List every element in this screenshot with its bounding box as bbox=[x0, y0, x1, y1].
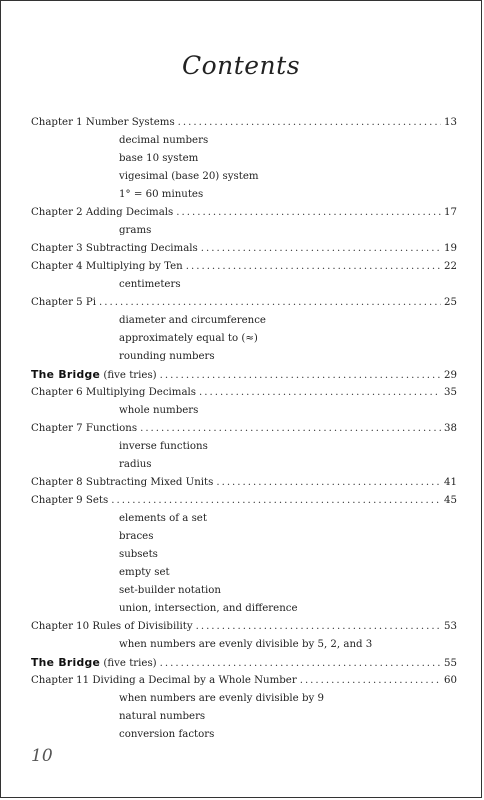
toc-page-number: 19 bbox=[444, 243, 457, 254]
dot-leader bbox=[140, 420, 441, 438]
toc-chapter-entry bbox=[31, 618, 457, 636]
bridge-title: The Bridge bbox=[31, 368, 101, 381]
toc-entry-label bbox=[31, 654, 157, 673]
dot-leader bbox=[201, 240, 441, 258]
toc-entry-label: Chapter 8 Subtracting Mixed Units bbox=[31, 477, 214, 488]
page-title: Contents bbox=[181, 51, 301, 80]
dot-leader bbox=[196, 618, 441, 636]
dot-leader bbox=[216, 474, 441, 492]
toc-bridge-entry bbox=[31, 366, 457, 384]
toc-page-number: 35 bbox=[444, 387, 457, 398]
toc-chapter-entry bbox=[31, 420, 457, 438]
toc-subtopic: set-builder notation bbox=[119, 585, 221, 596]
toc-page-number: 29 bbox=[444, 370, 457, 381]
toc-entry-label: Chapter 2 Adding Decimals bbox=[31, 207, 174, 218]
toc-subtopic: union, intersection, and difference bbox=[119, 603, 298, 614]
dot-leader bbox=[111, 492, 441, 510]
toc-page-number: 38 bbox=[444, 423, 457, 434]
toc-subtopic: when numbers are evenly divisible by 9 bbox=[119, 693, 324, 704]
toc-subtopic: rounding numbers bbox=[119, 351, 215, 362]
toc-chapter-entry bbox=[31, 114, 457, 132]
bridge-subtitle: (five tries) bbox=[100, 370, 157, 381]
toc-chapter-entry bbox=[31, 258, 457, 276]
toc-entry-label bbox=[31, 366, 157, 385]
dot-leader bbox=[199, 384, 441, 402]
toc-chapter-entry bbox=[31, 204, 457, 222]
toc-subtopic: braces bbox=[119, 531, 154, 542]
toc-chapter-entry bbox=[31, 384, 457, 402]
toc-entry-label: Chapter 3 Subtracting Decimals bbox=[31, 243, 198, 254]
toc-entry-label: Chapter 10 Rules of Divisibility bbox=[31, 621, 193, 632]
toc-chapter-entry bbox=[31, 474, 457, 492]
toc-subtopic: grams bbox=[119, 225, 152, 236]
toc-page-number: 60 bbox=[444, 675, 457, 686]
dot-leader bbox=[160, 655, 441, 673]
toc-subtopic: vigesimal (base 20) system bbox=[119, 171, 259, 182]
toc-subtopic: when numbers are evenly divisible by 5, 2, and 3 bbox=[119, 639, 373, 650]
page-number: 10 bbox=[31, 746, 53, 766]
toc-subtopic: base 10 system bbox=[119, 153, 199, 164]
toc-page-number: 17 bbox=[444, 207, 457, 218]
toc-entry-label: Chapter 6 Multiplying Decimals bbox=[31, 387, 196, 398]
toc-subtopic: radius bbox=[119, 459, 152, 470]
dot-leader bbox=[99, 294, 441, 312]
toc-bridge-entry bbox=[31, 654, 457, 672]
bridge-title: The Bridge bbox=[31, 656, 101, 669]
toc-chapter-entry bbox=[31, 294, 457, 312]
toc-entry-label: Chapter 11 Dividing a Decimal by a Whole Number bbox=[31, 675, 297, 686]
toc-page-number: 53 bbox=[444, 621, 457, 632]
dot-leader bbox=[300, 672, 441, 690]
toc-subtopic: centimeters bbox=[119, 279, 181, 290]
toc-page-number: 55 bbox=[444, 658, 457, 669]
toc-subtopic: decimal numbers bbox=[119, 135, 209, 146]
toc-entry-label: Chapter 1 Number Systems bbox=[31, 117, 175, 128]
toc-subtopic: natural numbers bbox=[119, 711, 206, 722]
dot-leader bbox=[178, 114, 441, 132]
toc-subtopic: approximately equal to (≈) bbox=[119, 333, 258, 344]
toc-page-number: 13 bbox=[444, 117, 457, 128]
toc-chapter-entry bbox=[31, 672, 457, 690]
toc-chapter-entry bbox=[31, 240, 457, 258]
toc-subtopic: conversion factors bbox=[119, 729, 215, 740]
toc-subtopic: 1° = 60 minutes bbox=[119, 189, 204, 200]
toc-entry-label: Chapter 4 Multiplying by Ten bbox=[31, 261, 183, 272]
toc-page-number: 25 bbox=[444, 297, 457, 308]
toc-entry-label: Chapter 7 Functions bbox=[31, 423, 138, 434]
dot-leader bbox=[186, 258, 441, 276]
toc-subtopic: whole numbers bbox=[119, 405, 199, 416]
toc-subtopic: diameter and circumference bbox=[119, 315, 266, 326]
toc-page-number: 22 bbox=[444, 261, 457, 272]
toc-page-number: 41 bbox=[444, 477, 457, 488]
toc-subtopic: elements of a set bbox=[119, 513, 207, 524]
toc-chapter-entry bbox=[31, 492, 457, 510]
toc-entry-label: Chapter 5 Pi bbox=[31, 297, 97, 308]
bridge-subtitle: (five tries) bbox=[100, 658, 157, 669]
dot-leader bbox=[176, 204, 441, 222]
toc-subtopic: inverse functions bbox=[119, 441, 208, 452]
toc-page-number: 45 bbox=[444, 495, 457, 506]
table-of-contents bbox=[31, 114, 457, 744]
toc-subtopic: subsets bbox=[119, 549, 158, 560]
toc-entry-label: Chapter 9 Sets bbox=[31, 495, 109, 506]
dot-leader bbox=[160, 367, 441, 385]
toc-subtopic: empty set bbox=[119, 567, 170, 578]
